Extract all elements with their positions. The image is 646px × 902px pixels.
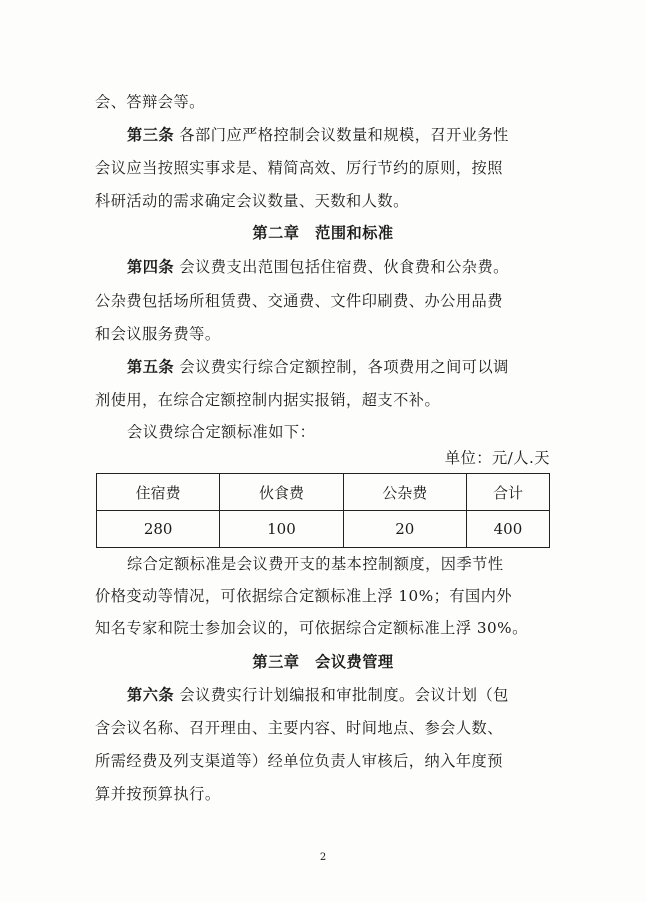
table-cell: 100 [220, 511, 343, 548]
article-4-label: 第四条 [127, 258, 175, 276]
page-number: 2 [319, 852, 327, 863]
table-header-cell: 合计 [466, 474, 549, 511]
article-6-line-2: 含会议名称、召开理由、主要内容、时间地点、参会人数、 [95, 719, 503, 737]
note-line-1: 综合定额标准是会议费开支的基本控制额度，因季节性 [127, 555, 504, 573]
article-3-line-1 [127, 124, 587, 146]
article-3-label: 第三条 [127, 126, 175, 144]
table-header-cell: 住宿费 [97, 474, 220, 511]
table-cell: 400 [466, 511, 549, 548]
table-row [97, 511, 550, 548]
article-4-line-3: 和会议服务费等。 [95, 325, 221, 343]
article-4-line-1 [127, 256, 587, 278]
article-5-text: 会议费实行综合定额控制，各项费用之间可以调 [179, 358, 509, 376]
article-3-line-3: 科研活动的需求确定会议数量、天数和人数。 [95, 192, 409, 210]
article-6-label: 第六条 [127, 686, 175, 704]
article-6-line-4: 算并按预算执行。 [95, 785, 221, 803]
article-5-line-1 [127, 356, 587, 378]
article-6-line-1 [127, 684, 587, 706]
chapter-3-heading: 第三章 会议费管理 [252, 653, 394, 671]
table-header-cell: 公杂费 [343, 474, 466, 511]
chapter-2-heading: 第二章 范围和标准 [252, 224, 394, 242]
article-3-text: 各部门应严格控制会议数量和规模，召开业务性 [179, 126, 509, 144]
article-5-line-2: 剂使用，在综合定额控制内据实报销，超支不补。 [95, 391, 441, 409]
article-4-line-2: 公杂费包括场所租赁费、交通费、文件印刷费、办公用品费 [95, 292, 503, 310]
table-cell: 20 [343, 511, 466, 548]
table-header-cell: 伙食费 [220, 474, 343, 511]
table-cell: 280 [97, 511, 220, 548]
text-line: 会、答辩会等。 [95, 93, 205, 111]
fee-standard-table [96, 473, 550, 548]
article-3-line-2: 会议应当按照实事求是、精简高效、厉行节约的原则，按照 [95, 159, 503, 177]
article-4-text: 会议费支出范围包括住宿费、伙食费和公杂费。 [179, 258, 509, 276]
note-line-2: 价格变动等情况，可依据综合定额标准上浮 10%；有国内外 [95, 587, 513, 605]
article-6-text: 会议费实行计划编报和审批制度。会议计划（包 [179, 686, 509, 704]
table-header-row [97, 474, 550, 511]
note-line-3: 知名专家和院士参加会议的，可依据综合定额标准上浮 30%。 [95, 619, 528, 637]
unit-label: 单位：元/人.天 [444, 449, 550, 467]
standard-intro: 会议费综合定额标准如下： [127, 423, 316, 441]
article-5-label: 第五条 [127, 358, 175, 376]
article-6-line-3: 所需经费及列支渠道等）经单位负责人审核后，纳入年度预 [95, 752, 503, 770]
